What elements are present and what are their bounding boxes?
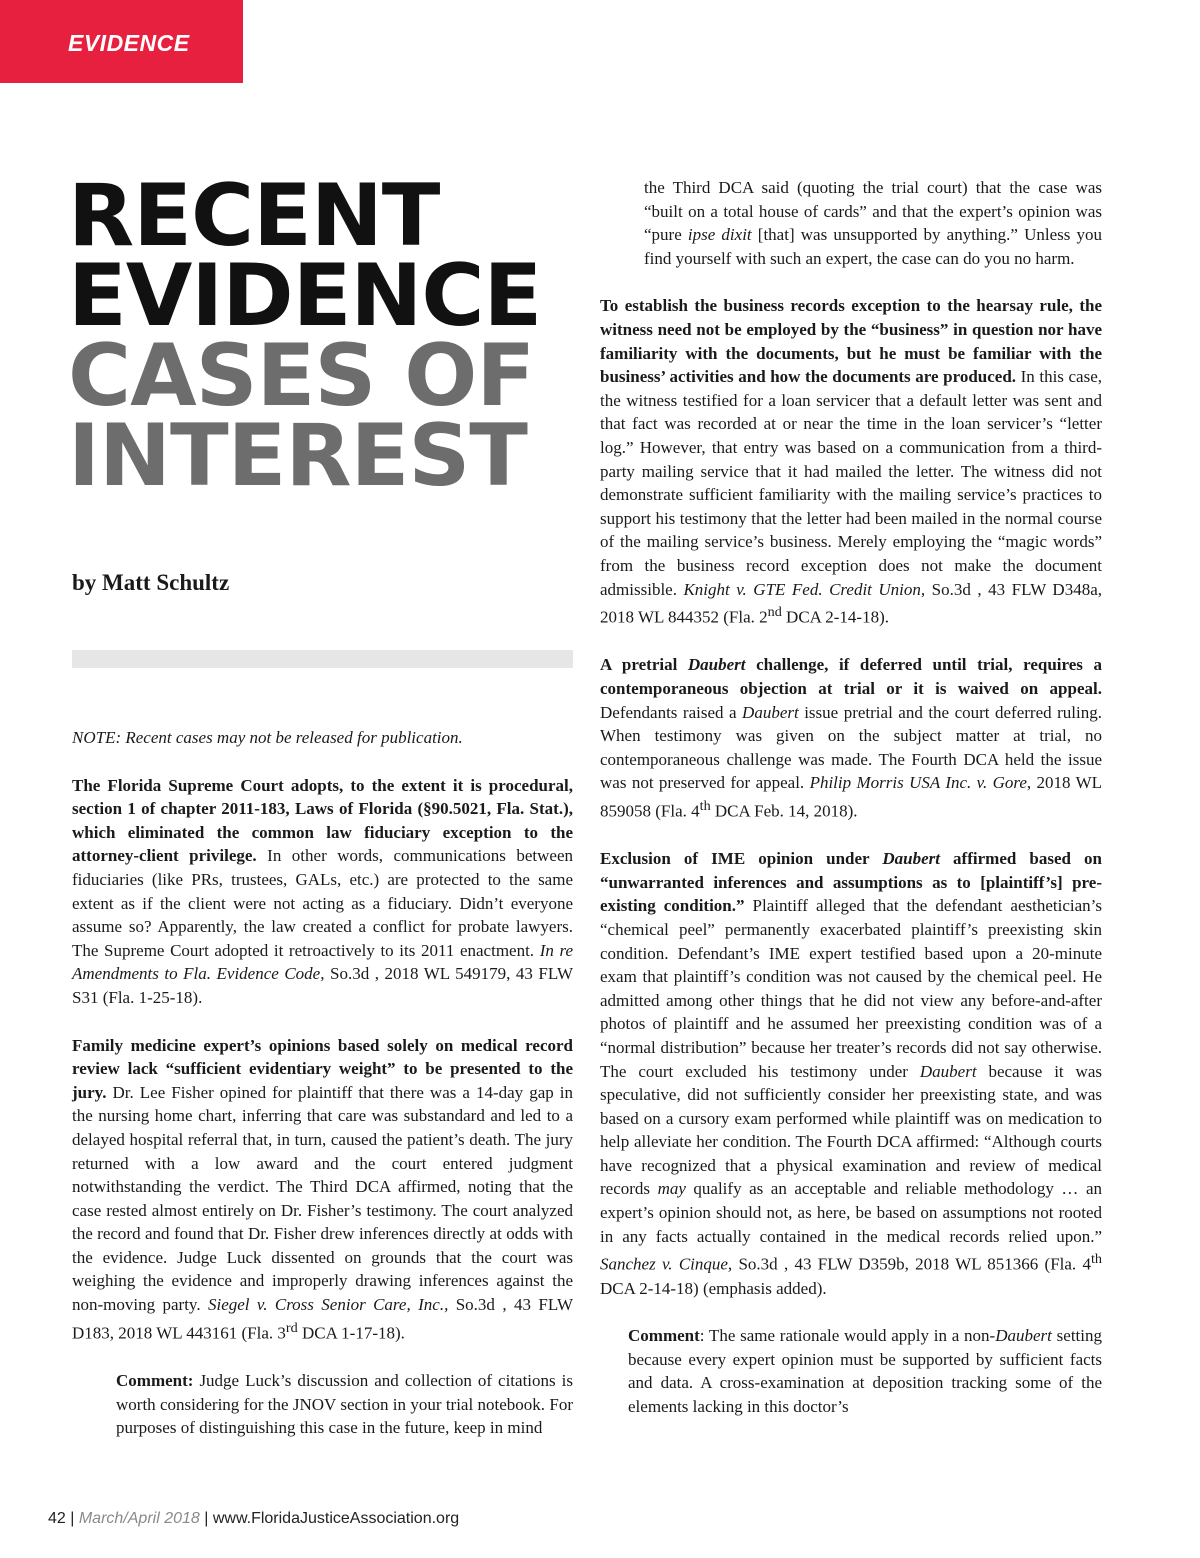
case-heading-2: Family medicine expert’s opinions based solely on medical record review lack “sufficient evidentiary weight” to be presented to the jury. <box>72 1035 573 1102</box>
continued-comment: the Third DCA said (quoting the trial court) that the case was “built on a total house of cards” and that the expert’s opinion was “pure ipse dixit [that] was unsupported by anything.” Unless you find yourself with such an expert, the case can do you no harm. <box>644 178 1102 268</box>
title-line-3: CASES OF <box>68 326 535 426</box>
case-heading-3: To establish the business records exception to the hearsay rule, the witness need not be employed by the “business” in question nor have familiarity with the documents, but he must be familiar with the business’ activities and how the documents are produced. <box>600 296 1102 387</box>
left-column <box>72 726 573 1440</box>
case-citation-3: Knight v. GTE Fed. Credit Union, <box>683 579 926 599</box>
article-title <box>68 166 588 506</box>
publication-note: NOTE: Recent cases may not be released for publication. <box>72 728 463 747</box>
comment-label-2: Comment <box>628 1326 700 1346</box>
divider-bar <box>72 650 573 668</box>
case-paragraph-1: The Florida Supreme Court adopts, to the extent it is procedural, section 1 of chapter 2011-183, Laws of Florida (§90.5021, Fla. Stat.), which eliminated the common law fiduciary exception to the attorney-client privilege. In other words, communications between fiduciaries (like PRs, trustees, GALs, etc.) are protected to the same extent as if the client were not acting as a fiduciary. Didn’t everyone assume so? Apparently, the law created a conflict for probate lawyers. The Supreme Court adopted it retroactively to its 2011 enactment. In re Amendments to Fla. Evidence Code, So.3d , 2018 WL 549179, 43 FLW S31 (Fla. 1-25-18). <box>72 775 573 1007</box>
case-heading-5: Exclusion of IME opinion under Daubert affirmed based on “unwarranted inferences and assumptions as to [plaintiff’s] pre-existing condition.” <box>600 849 1102 916</box>
title-line-4: INTEREST <box>68 406 527 506</box>
case-heading-4: A pretrial Daubert challenge, if deferred until trial, requires a contemporaneous objection at trial or it is waived on appeal. <box>600 655 1102 698</box>
case-citation-4: Philip Morris USA Inc. v. Gore <box>809 773 1027 793</box>
case-citation-1: In re Amendments to Fla. Evidence Code, <box>72 940 573 984</box>
case-heading-1: The Florida Supreme Court adopts, to the extent it is procedural, section 1 of chapter 2011-183, Laws of Florida (§90.5021, Fla. Stat.), which eliminated the common law fiduciary exception to the attorney-client privilege. <box>72 775 573 866</box>
right-column <box>600 176 1102 1418</box>
issue-date: March/April 2018 <box>78 1510 200 1527</box>
title-line-1: RECENT <box>68 166 440 266</box>
case-paragraph-5: Exclusion of IME opinion under Daubert affirmed based on “unwarranted inferences and assumptions as to [plaintiff’s] pre-existing condition.” Plaintiff alleged that the defendant aesthetician’s “chemical peel” permanently exacerbated plaintiff’s preexisting skin condition. Defendant’s IME expert testified based upon a 20-minute exam that plaintiff’s condition was not caused by the chemical peel. He admitted among other things that he did not view any before-and-after photos of plaintiff and he assumed her preexisting condition was of a “normal distribution” because her treater’s records did not say otherwise. The court excluded his testimony under Daubert because it was speculative, did not sufficiently consider her preexisting state, and was based on a cursory exam performed while plaintiff was on medication to help alleviate her condition. The Fourth DCA affirmed: “Although courts have recognized that a physical examination and review of medical records may qualify as an acceptable and reliable methodology … an expert’s opinion should not, as here, be based on assumptions not rooted in any facts actually contained in the medical records relied upon.” Sanchez v. Cinque, So.3d , 43 FLW D359b, 2018 WL 851366 (Fla. 4th DCA 2-14-18) (emphasis added). <box>600 849 1102 1298</box>
title-line-2: EVIDENCE <box>68 246 542 346</box>
case-paragraph-3: To establish the business records exception to the hearsay rule, the witness need not be employed by the “business” in question nor have familiarity with the documents, but he must be familiar with the business’ activities and how the documents are produced. In this case, the witness testified for a loan servicer that a default letter was sent and that fact was recorded at or near the time in the loan servicer’s “letter log.” However, that entry was based on a communication from a third-party mailing service that it had mailed the letter. The witness did not demonstrate sufficient familiarity with the mailing service’s practices to support his testimony that the letter had been mailed in the normal course of the mailing service’s business. Merely employing the “magic words” from the business record exception does not make the document admissible. Knight v. GTE Fed. Credit Union, So.3d , 43 FLW D348a, 2018 WL 844352 (Fla. 2nd DCA 2-14-18). <box>600 296 1103 627</box>
case-citation-5: Sanchez v. Cinque, <box>600 1254 733 1274</box>
case-citation-2: Siegel v. Cross Senior Care, Inc., <box>207 1295 449 1315</box>
byline: by Matt Schultz <box>72 570 230 595</box>
website-link[interactable]: www.FloridaJusticeAssociation.org <box>212 1510 460 1527</box>
comment-paragraph-2: Comment: The same rationale would apply in a non-Daubert setting because every expert opinion must be supported by sufficient facts and data. A cross-examination at deposition tracking some of the elements lacking in this doctor’s <box>628 1326 1102 1416</box>
section-tag: EVIDENCE <box>0 0 243 83</box>
case-paragraph-2: Family medicine expert’s opinions based solely on medical record review lack “sufficient evidentiary weight” to be presented to the jury. Dr. Lee Fisher opined for plaintiff that there was a 14-day gap in the nursing home chart, inferring that care was substandard and led to a delayed hospital referral that, in turn, caused the patient’s death. The jury returned with a low award and the court entered judgment notwithstanding the verdict. The Third DCA affirmed, noting that the case rested almost entirely on Dr. Fisher’s testimony. The court analyzed the record and found that Dr. Fisher drew inferences directly at odds with the evidence. Judge Luck dissented on grounds that the court was weighing the evidence and improperly drawing inferences against the non-moving party. Siegel v. Cross Senior Care, Inc., So.3d , 43 FLW D183, 2018 WL 443161 (Fla. 3rd DCA 1-17-18). <box>72 1035 574 1343</box>
comment-paragraph-1: Comment: Judge Luck’s discussion and collection of citations is worth considering for the JNOV section in your trial notebook. For purposes of distinguishing this case in the future, keep in mind <box>116 1370 573 1438</box>
case-paragraph-4: A pretrial Daubert challenge, if deferred until trial, requires a contemporaneous objection at trial or it is waived on appeal. Defendants raised a Daubert issue pretrial and the court deferred ruling. When testimony was given on the subject matter at trial, no contemporaneous challenge was made. The Fourth DCA held the issue was not preserved for appeal. Philip Morris USA Inc. v. Gore, 2018 WL 859058 (Fla. 4th DCA Feb. 14, 2018). <box>600 655 1103 821</box>
page-footer: 42 | March/April 2018 | www.FloridaJusticeAssociation.org <box>48 1510 460 1527</box>
page-number: 42 <box>48 1510 66 1527</box>
comment-label: Comment: <box>116 1370 194 1390</box>
